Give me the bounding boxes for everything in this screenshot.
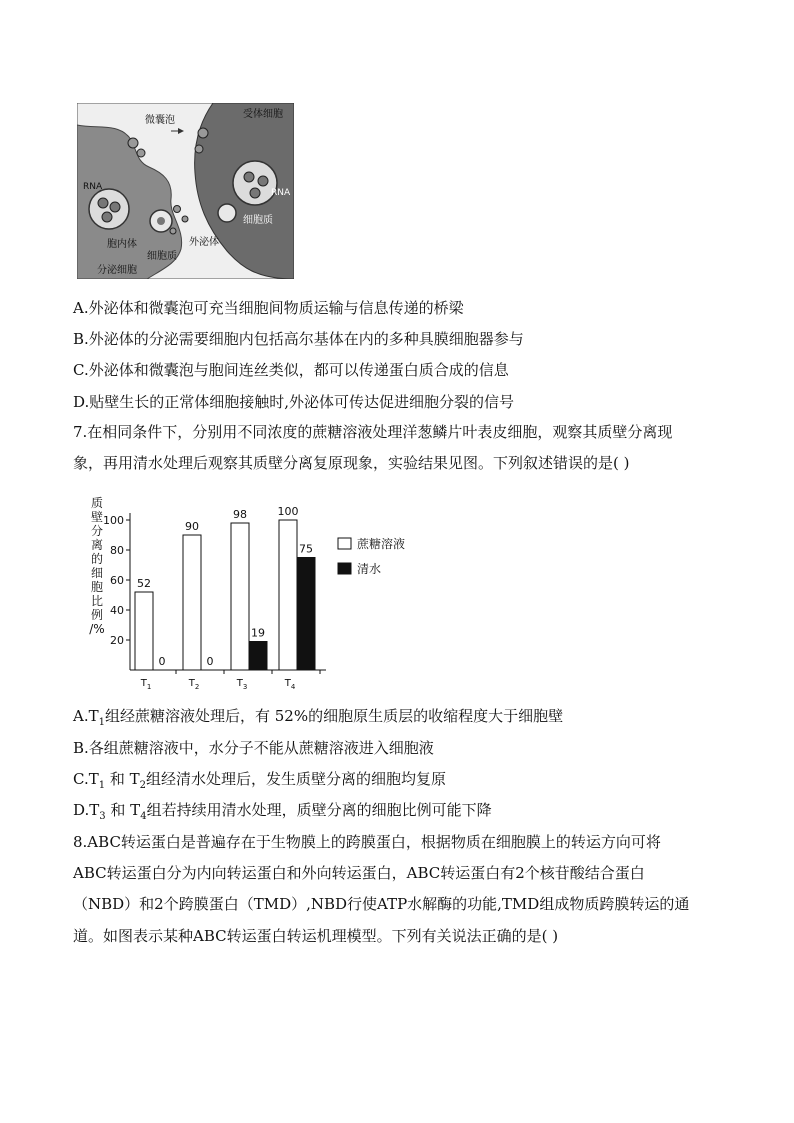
- bar-value-label: 98: [233, 508, 247, 521]
- q8-line1: 8.ABC转运蛋白是普遍存在于生物膜上的跨膜蛋白，根据物质在细胞膜上的转运方向可将: [73, 833, 661, 851]
- y-tick-label: 20: [110, 634, 124, 647]
- ylabel-char: 质: [90, 496, 104, 510]
- q7-option-b: B.各组蔗糖溶液中，水分子不能从蔗糖溶液进入细胞液: [73, 739, 434, 757]
- x-tick-label: $T_4$: [284, 678, 296, 691]
- rna-left-label: RNA: [83, 182, 103, 192]
- x-tick-label: $T_2$: [188, 678, 200, 691]
- legend-swatch: [338, 563, 351, 574]
- exosome-label: 外泌体: [189, 237, 219, 248]
- bar-value-label: 75: [299, 542, 313, 556]
- bar-sucrose: [279, 520, 297, 670]
- bar-value-label: 100: [277, 505, 299, 518]
- q7-option-c: $C.T_1$ 和 $T_2$组经清水处理后，发生质壁分离的细胞均复原: [73, 770, 447, 791]
- bar-water: [297, 558, 315, 671]
- ylabel-char: 离: [90, 538, 104, 552]
- q6-option-a: A.外泌体和微囊泡可充当细胞间物质运输与信息传递的桥梁: [73, 299, 464, 317]
- ylabel-char: 细: [90, 566, 104, 580]
- bar-sucrose: [135, 592, 153, 670]
- bar-value-label: 19: [251, 626, 265, 640]
- y-tick-label: 80: [110, 544, 124, 557]
- ylabel-char: 胞: [90, 580, 104, 594]
- x-tick-labels: [140, 678, 296, 691]
- y-tick-label: 100: [103, 514, 124, 527]
- secreting-cell-label: 分泌细胞: [97, 265, 137, 276]
- bar-water: [249, 642, 267, 671]
- ylabel-char: 分: [90, 524, 104, 538]
- legend-label: 清水: [357, 562, 382, 576]
- bar-value-label: 0: [206, 655, 214, 668]
- q7-stem-line1: 7.在相同条件下，分别用不同浓度的蔗糖溶液处理洋葱鳞片叶表皮细胞，观察其质壁分离现: [73, 423, 673, 441]
- x-tick-label: $T_1$: [140, 678, 152, 691]
- cytoplasm-right-label: 细胞质: [243, 215, 273, 226]
- bar-value-label: 90: [185, 520, 199, 533]
- q7-option-d: $D.T_3$ 和 $T_4$组若持续用清水处理，质壁分离的细胞比例可能下降: [73, 801, 492, 822]
- q6-option-b: B.外泌体的分泌需要细胞内包括高尔基体在内的多种具膜细胞器参与: [73, 330, 524, 348]
- bar-sucrose: [183, 535, 201, 670]
- q6-option-d: D.贴壁生长的正常体细胞接触时,外泌体可传达促进细胞分裂的信号: [73, 393, 515, 411]
- ylabel-char: 比: [90, 594, 104, 608]
- cytoplasm-left-label: 细胞质: [147, 251, 177, 262]
- y-tick-label: 40: [110, 604, 124, 617]
- q8-line3: （NBD）和2个跨膜蛋白（TMD）,NBD行使ATP水解酶的功能,TMD组成物质跨膜转运的通: [73, 895, 690, 913]
- plasmolysis-bar-chart: [86, 493, 416, 693]
- ylabel-char: 例: [90, 608, 104, 622]
- bar-sucrose: [231, 523, 249, 670]
- q8-line2: ABC转运蛋白分为内向转运蛋白和外向转运蛋白，ABC转运蛋白有2个核苷酸结合蛋白: [73, 864, 645, 882]
- recipient-label: 受体细胞: [243, 109, 283, 120]
- exosome-diagram: [77, 103, 294, 279]
- q7-option-a: $A.T_1$组经蔗糖溶液处理后，有 52%的细胞原生质层的收缩程度大于细胞壁: [73, 707, 564, 728]
- q7-stem-line2: 象，再用清水处理后观察其质壁分离复原现象，实验结果见图。下列叙述错误的是( ): [73, 454, 630, 472]
- bar-value-label: 52: [137, 577, 151, 590]
- q8-line4: 道。如图表示某种ABC转运蛋白转运机理模型。下列有关说法正确的是( ): [73, 927, 559, 945]
- legend-swatch: [338, 538, 351, 549]
- y-ticks: [103, 514, 130, 647]
- legend-label: 蔗糖溶液: [357, 537, 406, 551]
- x-tick-label: $T_3$: [236, 678, 248, 691]
- ylabel-char: 壁: [90, 510, 104, 524]
- chart-legend: [338, 536, 405, 576]
- bar-value-label: 0: [158, 655, 166, 668]
- endosome-label: 胞内体: [107, 239, 137, 250]
- ylabel-char: 的: [90, 552, 104, 566]
- rna-right-label: RNA: [271, 188, 291, 198]
- y-tick-label: 60: [110, 574, 124, 587]
- q6-option-c: C.外泌体和微囊泡与胞间连丝类似，都可以传递蛋白质合成的信息: [73, 361, 509, 379]
- ylabel-char: /%: [89, 622, 105, 636]
- bars: [135, 505, 320, 674]
- vesicle-label: 微囊泡: [145, 115, 175, 126]
